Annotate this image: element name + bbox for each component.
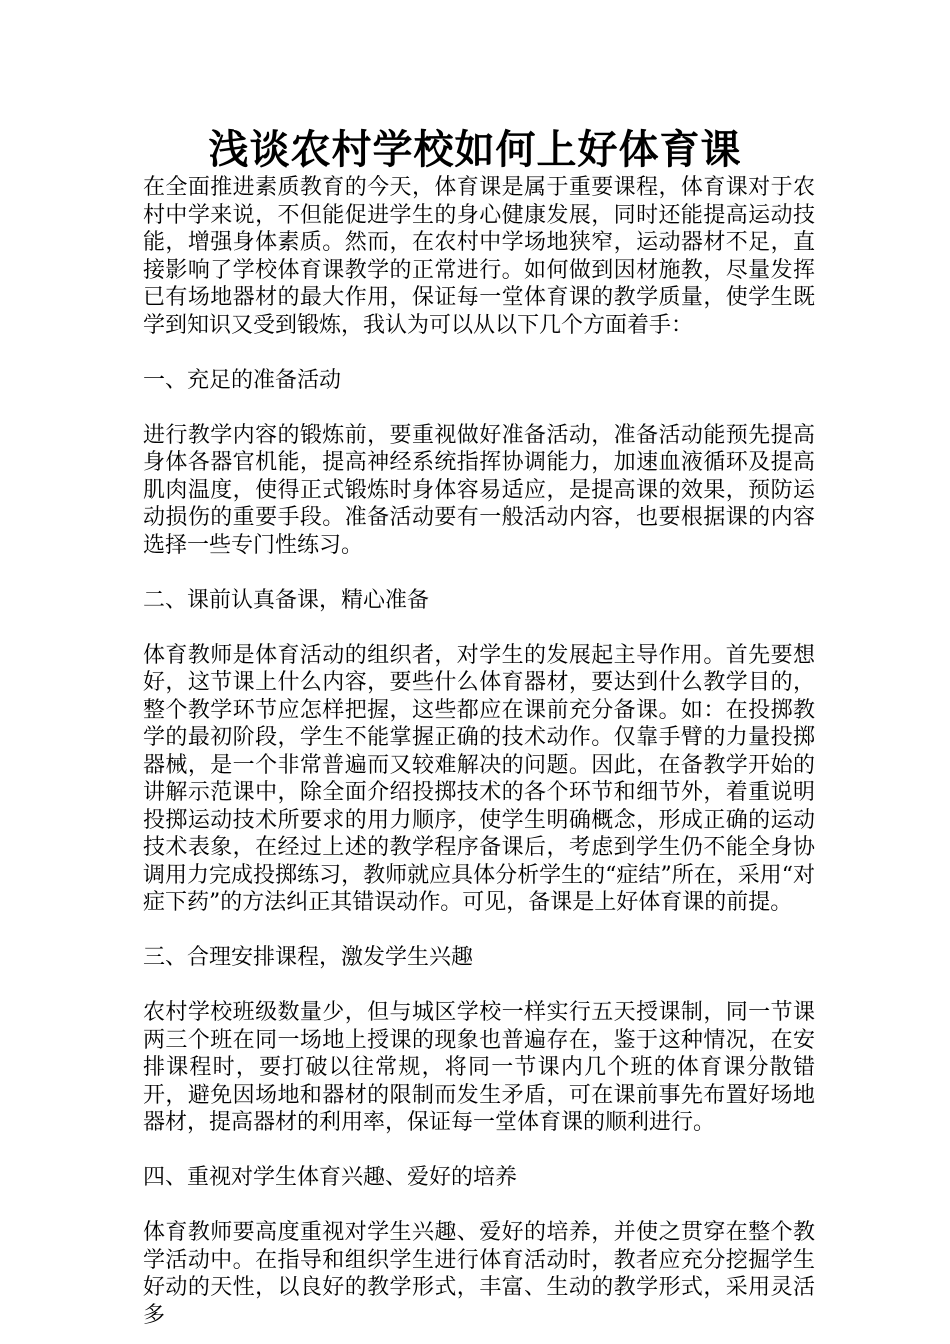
section-4-paragraph: 体育教师要高度重视对学生兴趣、爱好的培养，并使之贯穿在整个教学活动中。在指导和组织学生进行体育活动时，教者应充分挖掘学生好动的天性，以良好的教学形式，丰富、生动的教学形式，采用灵活多 — [143, 1220, 815, 1328]
section-2-paragraph: 体育教师是体育活动的组织者，对学生的发展起主导作用。首先要想好，这节课上什么内容，要些什么体育器材，要达到什么教学目的，整个教学环节应怎样把握，这些都应在课前充分备课。如：在投掷教学的最初阶段，学生不能掌握正确的技术动作。仅靠手臂的力量投掷器械，是一个非常普遍而又较难解决的问题。因此，在备教学开始的讲解示范课中，除全面介绍投掷技术的各个环节和细节外，着重说明投掷运动技术所要求的用力顺序，使学生明确概念，形成正确的运动技术表象，在经过上述的教学程序备课后，考虑到学生仍不能全身协调用力完成投掷练习，教师就应具体分析学生的“症结”所在，采用“对症下药”的方法纠正其错误动作。可见，备课是上好体育课的前提。 — [143, 642, 815, 915]
section-3-paragraph: 农村学校班级数量少，但与城区学校一样实行五天授课制，同一节课两三个班在同一场地上授课的现象也普遍存在，鉴于这种情况，在安排课程时，要打破以往常规，将同一节课内几个班的体育课分散错开，避免因场地和器材的限制而发生矛盾，可在课前事先布置好场地器材，提高器材的利用率，保证每一堂体育课的顺利进行。 — [143, 1000, 815, 1135]
section-4-heading: 四、重视对学生体育兴趣、爱好的培养 — [143, 1165, 518, 1190]
section-1-paragraph: 进行教学内容的锻炼前，要重视做好准备活动，准备活动能预先提高身体各器官机能，提高神经系统指挥协调能力，加速血液循环及提高肌肉温度，使得正式锻炼时身体容易适应，是提高课的效果，预防运动损伤的重要手段。准备活动要有一般活动内容，也要根据课的内容选择一些专门性练习。 — [143, 422, 815, 558]
intro-paragraph: 在全面推进素质教育的今天，体育课是属于重要课程，体育课对于农村中学来说，不但能促进学生的身心健康发展，同时还能提高运动技能，增强身体素质。然而，在农村中学场地狭窄，运动器材不足，直接影响了学校体育课教学的正常进行。如何做到因材施教，尽量发挥已有场地器材的最大作用，保证每一堂体育课的教学质量，使学生既学到知识又受到锻炼，我认为可以从以下几个方面着手： — [143, 175, 815, 338]
section-2-heading: 二、课前认真备课，精心准备 — [143, 587, 430, 613]
section-1-heading: 一、充足的准备活动 — [143, 367, 342, 393]
document-title: 浅谈农村学校如何上好体育课 — [208, 126, 742, 173]
section-3-heading: 三、合理安排课程，激发学生兴趣 — [143, 945, 474, 970]
document-body — [143, 174, 815, 1329]
